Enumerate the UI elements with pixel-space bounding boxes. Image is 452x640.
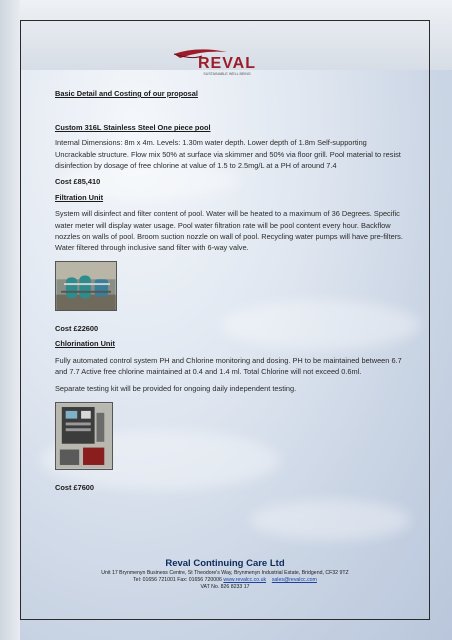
filtration-cost: Cost £22600 [55, 324, 99, 334]
company-contact [20, 577, 430, 584]
logo-tagline: SUSTAINABLE WELL BEING [203, 72, 251, 76]
pool-wall-background [0, 0, 20, 640]
reval-logo [172, 48, 282, 78]
proposal-body [55, 88, 405, 493]
pool-description: Internal Dimensions: 8m x 4m. Levels: 1.30m water depth. Lower depth of 1.8m Self-supporting Uncrackable structure. Flow mix 50% at surface via skimmer and 50% via floor grill. Pool material to resist disinfection by dosage of free chlorine at value of 1.5 to 2.5mg/L at a PH of around 7.4 [55, 138, 401, 170]
company-address: Unit 17 Brynmenyn Business Centre, St Theodore's Way, Brynmenyn Industrial Estate, Bridgend, CF32 9TZ [101, 570, 349, 576]
document-heading: Basic Detail and Costing of our proposal [55, 89, 198, 98]
pool-cost: Cost £85,410 [55, 177, 101, 187]
testing-kit-note: Separate testing kit will be provided for ongoing daily independent testing. [55, 384, 297, 394]
vat-number: VAT No. 826 8233 17 [200, 584, 250, 591]
logo-wordmark: REVAL [197, 55, 257, 72]
filtration-unit-photo [55, 261, 117, 311]
chlorination-description: Fully automated control system PH and Chlorine monitoring and dosing. PH to be maintained between 6.7 and 7.7 Active free chlorine maintained at 0.4 and 1.4 ml. Total Chlorine will not exceed 0.6ml. [55, 355, 402, 376]
company-footer [20, 558, 430, 592]
company-name: Reval Continuing Care Ltd [165, 558, 285, 569]
website-link[interactable]: www.revalcc.co.uk [223, 577, 267, 584]
chlorination-section-title: Chlorination Unit [55, 339, 115, 349]
phone-fax: Tel: 01656 721001 Fax: 01656 720006 [133, 577, 222, 584]
chlorination-unit-photo [55, 402, 113, 470]
chlorination-cost: Cost £7600 [55, 483, 95, 493]
email-link[interactable]: sales@revalcc.com [271, 577, 317, 584]
pool-section-title: Custom 316L Stainless Steel One piece pool [55, 123, 211, 133]
filtration-section-title: Filtration Unit [55, 193, 104, 203]
filtration-description: System will disinfect and filter content of pool. Water will be heated to a maximum of 36 Degrees. Specific water meter will display water usage. Pool water filtration rate will be pool content every hour. Backflow nozzles on walls of pool. Broom suction nozzle on wall of pool. Recycling water pumps will have pre-filters. Water filtered through inclusive sand filter with 6-way valve. [55, 209, 403, 253]
